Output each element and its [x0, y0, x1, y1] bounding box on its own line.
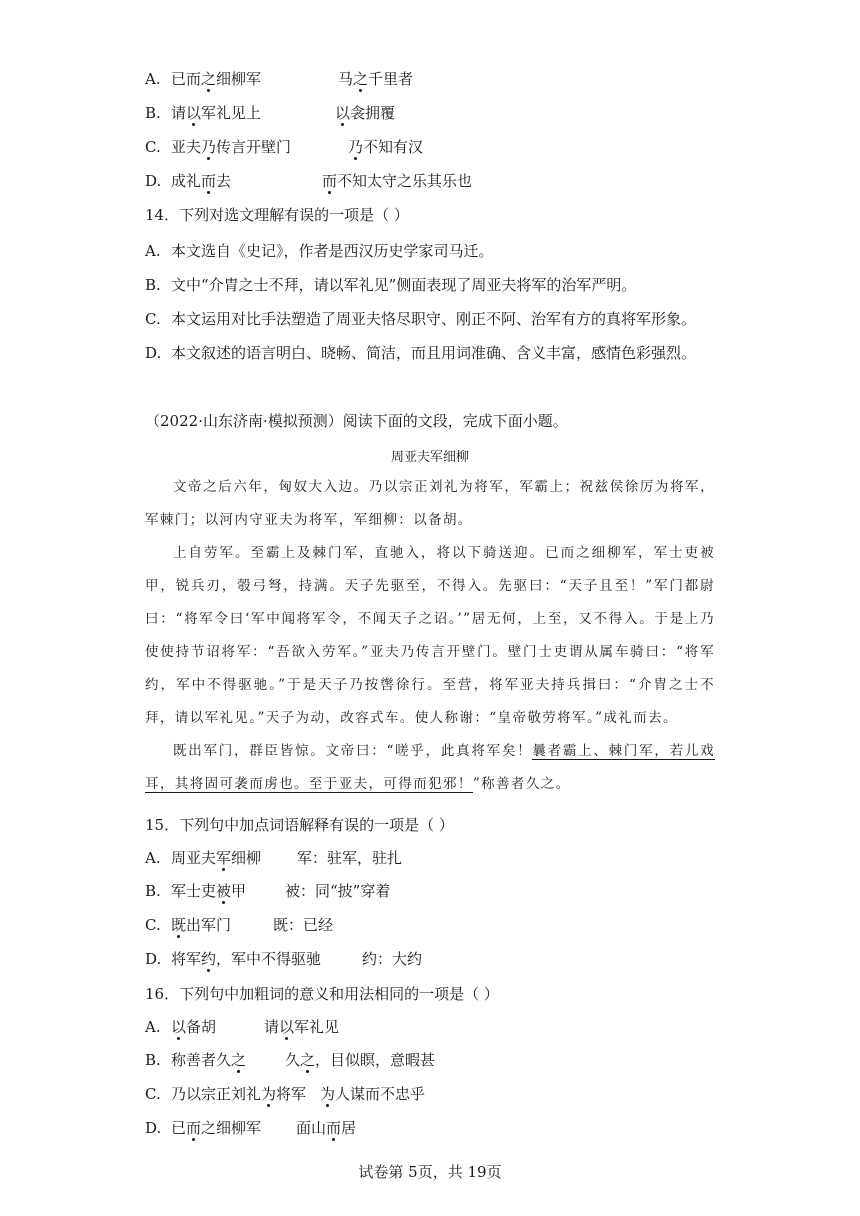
dotted-word: 而: [322, 172, 338, 190]
dotted-word: 而: [201, 172, 217, 190]
dotted-word: 之: [201, 70, 217, 88]
dotted-word: 以: [279, 1018, 295, 1036]
passage-title: 周亚夫军细柳: [390, 450, 469, 465]
dotted-word: 之: [300, 1051, 316, 1069]
q14-option-c: C. 本文运用对比手法塑造了周亚夫恪尽职守、刚正不阿、治军有方的真将军形象。: [145, 310, 697, 328]
source-line: （2022·山东济南·模拟预测）阅读下面的文段，完成下面小题。: [145, 412, 568, 430]
option-compare: 乃不知有汉: [348, 138, 424, 156]
option-compare: 为人谋而不忠乎: [320, 1085, 426, 1103]
question-stem: 14．下列对选文理解有误的一项是（ ）: [145, 206, 409, 224]
dotted-word: 被: [216, 882, 232, 900]
q16-option-d: D. 已而之细柳军 面山而居: [145, 1119, 357, 1137]
dotted-word: 之: [231, 1051, 247, 1069]
option-letter: A.: [145, 70, 161, 88]
question-stem: 16．下列句中加粗词的意义和用法相同的一项是（ ）: [145, 985, 499, 1003]
dotted-word: 乃: [348, 138, 364, 156]
gloss: 既：已经: [273, 916, 334, 934]
dotted-word: 为: [320, 1085, 336, 1103]
gloss: 约：大约: [362, 950, 423, 968]
page-footer: 试卷第 5页，共 19页: [358, 1163, 502, 1181]
passage: [145, 471, 715, 801]
q15-option-d: D. 将军约，军中不得驱驰 约：大约: [145, 950, 423, 968]
q14-option-a: A. 本文选自《史记》，作者是西汉历史学家司马迁。: [145, 242, 494, 260]
q15-option-c: C. 既出军门 既：已经: [145, 916, 334, 934]
q15-option-a: A. 周亚夫军细柳 军：驻军，驻扎: [145, 849, 403, 867]
dotted-word: 而: [326, 1119, 342, 1137]
passage-paragraph-3: 既出军门，群臣皆惊。文帝曰：“嗟乎，此真将军矣！曩者霸上、棘门军，若儿戏耳，其将固可袭而虏也。至于亚夫，可得而犯邪！”称善者久之。: [145, 743, 715, 792]
underlined-sentence: 曩者霸上、棘门军，若儿戏耳，其将固可袭而虏也。至于亚夫，可得而犯邪！: [145, 743, 715, 792]
q13-option-b: B. 请以军礼见上 以衾拥覆: [145, 104, 396, 122]
q16-option-a: A. 以备胡 请以军礼见: [145, 1018, 340, 1036]
option-compare: 而不知太守之乐其乐也: [322, 172, 473, 190]
passage-paragraph-1: 文帝之后六年，匈奴大入边。乃以宗正刘礼为将军，军霸上；祝兹侯徐厉为将军，军棘门；以河内守亚夫为将军，军细柳：以备胡。: [145, 479, 715, 528]
dotted-word: 军: [216, 849, 232, 867]
q13-option-c: C. 亚夫乃传言开壁门 乃不知有汉: [145, 138, 424, 156]
dotted-word: 以: [335, 104, 351, 122]
dotted-word: 以: [171, 1018, 187, 1036]
gloss: 被：同“披”穿着: [285, 882, 391, 900]
option-compare: 请以军礼见: [264, 1018, 340, 1036]
q13-option-d: D. 成礼而去 而不知太守之乐其乐也: [145, 172, 473, 190]
dotted-word: 以: [186, 104, 202, 122]
option-compare: 马之千里者: [338, 70, 414, 88]
option-compare: 面山而居: [296, 1119, 357, 1137]
gloss: 军：驻军，驻扎: [297, 849, 403, 867]
q14-option-d: D. 本文叙述的语言明白、晓畅、简洁，而且用词准确、含义丰富，感情色彩强烈。: [145, 344, 697, 362]
question-stem: 15．下列句中加点词语解释有误的一项是（ ）: [145, 816, 454, 834]
option-compare: 久之，目似瞑，意暇甚: [285, 1051, 436, 1069]
q16-option-b: B. 称善者久之 久之，目似瞑，意暇甚: [145, 1051, 436, 1069]
q14-option-b: B. 文中“介胄之士不拜，请以军礼见”侧面表现了周亚夫将军的治军严明。: [145, 276, 637, 294]
option-letter: D.: [145, 172, 162, 190]
q16-option-c: C. 乃以宗正刘礼为将军 为人谋而不忠乎: [145, 1085, 426, 1103]
dotted-word: 乃: [201, 138, 217, 156]
option-compare: 以衾拥覆: [335, 104, 396, 122]
option-letter: B.: [145, 104, 161, 122]
q15-option-b: B. 军士吏被甲 被：同“披”穿着: [145, 882, 391, 900]
dotted-word: 之: [353, 70, 369, 88]
passage-paragraph-2: 上自劳军。至霸上及棘门军，直驰入，将以下骑送迎。已而之细柳军，军士吏被甲，锐兵刃，彀弓弩，持满。天子先驱至，不得入。先驱曰：“天子且至！”军门都尉曰：“将军令曰‘军中闻将军令，不闻天子之诏。’”居无何，上至，又不得入。于是上乃使使持节诏将军：“吾欲入劳军。”亚夫乃传言开壁门。壁门士吏谓从属车骑曰：“将军约，军中不得驱驰。”于是天子乃按辔徐行。至营，将军亚夫持兵揖曰：“介胄之士不拜，请以军礼见。”天子为动，改容式车。使人称谢：“皇帝敬劳将军。”成礼而去。: [145, 545, 715, 726]
dotted-word: 既: [171, 916, 187, 934]
option-letter: C.: [145, 138, 161, 156]
dotted-word: 为: [261, 1085, 277, 1103]
q13-option-a: A. 已而之细柳军 马之千里者: [145, 70, 414, 88]
dotted-word: 约: [201, 950, 217, 968]
dotted-word: 而: [186, 1119, 202, 1137]
